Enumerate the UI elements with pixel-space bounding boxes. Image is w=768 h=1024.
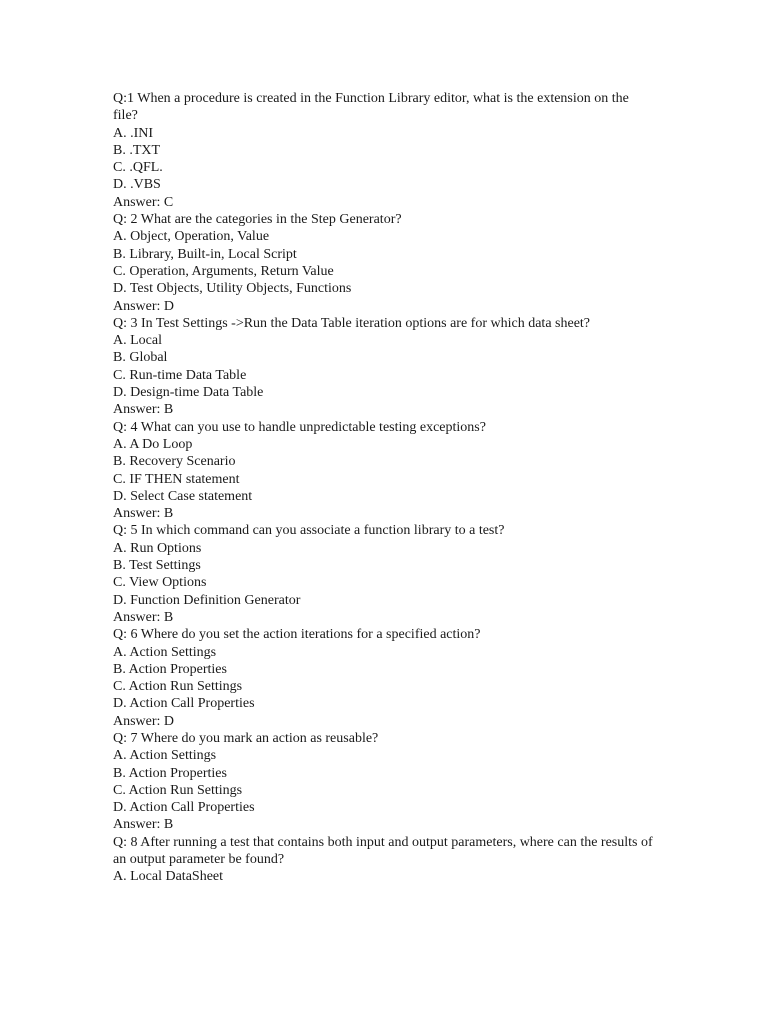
option-c: C. .QFL. — [113, 160, 163, 176]
option-d: D. Select Case statement — [113, 488, 253, 504]
option-c: C. View Options — [113, 575, 207, 591]
question-text: Q: 4 What can you use to handle unpredictable testing exceptions? — [113, 419, 486, 435]
option-b: B. Global — [113, 350, 168, 366]
option-c: C. Action Run Settings — [113, 782, 243, 798]
document-page — [113, 90, 653, 886]
question-text: Q: 5 In which command can you associate a function library to a test? — [113, 523, 505, 539]
option-b: B. Action Properties — [113, 661, 227, 677]
answer-text: Answer: D — [113, 713, 175, 729]
option-a: A. Local DataSheet — [113, 869, 224, 885]
option-b: B. .TXT — [113, 142, 161, 158]
question-block-6 — [113, 626, 653, 730]
question-text: Q: 7 Where do you mark an action as reusable? — [113, 730, 379, 746]
option-c: C. IF THEN statement — [113, 471, 240, 487]
option-d: D. .VBS — [113, 177, 161, 193]
answer-text: Answer: B — [113, 506, 174, 522]
question-block-8 — [113, 834, 653, 886]
question-text: Q:1 When a procedure is created in the Function Library editor, what is the extension on the file? — [113, 91, 629, 124]
option-a: A. Object, Operation, Value — [113, 229, 270, 245]
answer-text: Answer: B — [113, 817, 174, 833]
answer-text: Answer: B — [113, 609, 174, 625]
option-c: C. Run-time Data Table — [113, 367, 247, 383]
option-a: A. .INI — [113, 125, 154, 141]
option-a: A. Action Settings — [113, 748, 217, 764]
answer-text: Answer: B — [113, 402, 174, 418]
answer-text: Answer: D — [113, 298, 175, 314]
option-c: C. Action Run Settings — [113, 679, 243, 695]
option-d: D. Test Objects, Utility Objects, Functions — [113, 281, 352, 297]
question-text: Q: 8 After running a test that contains both input and output parameters, where can the results of an output parameter be found? — [113, 834, 653, 868]
question-block-4 — [113, 419, 653, 523]
question-block-1 — [113, 90, 653, 211]
question-block-2 — [113, 211, 653, 315]
option-c: C. Operation, Arguments, Return Value — [113, 263, 334, 279]
question-block-7 — [113, 730, 653, 834]
question-block-3 — [113, 315, 653, 419]
option-b: B. Action Properties — [113, 765, 227, 781]
option-b: B. Library, Built-in, Local Script — [113, 246, 297, 262]
option-a: A. A Do Loop — [113, 436, 193, 452]
question-text: Q: 6 Where do you set the action iterations for a specified action? — [113, 627, 481, 643]
option-a: A. Local — [113, 333, 162, 349]
answer-text: Answer: C — [113, 194, 174, 210]
option-a: A. Action Settings — [113, 644, 217, 660]
question-block-5 — [113, 522, 653, 626]
option-b: B. Recovery Scenario — [113, 454, 236, 470]
option-d: D. Function Definition Generator — [113, 592, 301, 608]
question-text: Q: 3 In Test Settings ->Run the Data Table iteration options are for which data sheet? — [113, 315, 591, 331]
option-d: D. Design-time Data Table — [113, 385, 264, 401]
option-d: D. Action Call Properties — [113, 696, 255, 712]
option-b: B. Test Settings — [113, 558, 201, 574]
option-a: A. Run Options — [113, 540, 202, 556]
question-text: Q: 2 What are the categories in the Step Generator? — [113, 212, 402, 228]
option-d: D. Action Call Properties — [113, 800, 255, 816]
